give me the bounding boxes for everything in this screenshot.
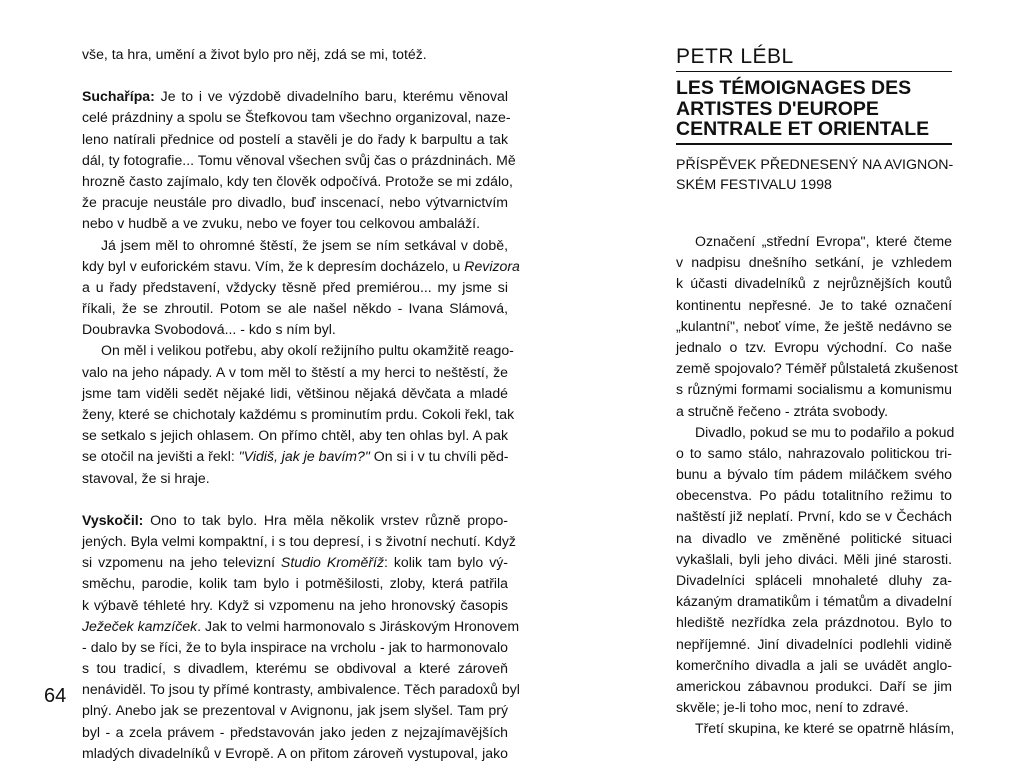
text-line: se otočil na jevišti a řekl: "Vidiš, jak je bavím?" On si i v tu chvíli pěd-: [82, 448, 509, 465]
text-line: s různými formami socialismu a komunismu: [676, 381, 952, 398]
text-line: Doubravka Svobodová... - kdo s ním byl.: [82, 321, 336, 338]
text-line: hlediště nezřídka zela prázdnotou. Bylo to: [676, 614, 952, 631]
text-line: k účasti divadelníků z nejrůznějších koutů: [676, 275, 952, 292]
left-page-body: [82, 44, 520, 764]
text-line: bunu a bývalo tím pádem miláčkem svého: [676, 466, 952, 483]
text-line: na divadlo ve změněné politické situaci: [676, 529, 952, 546]
paragraph-gap: [82, 489, 508, 510]
text-line: nebo v hudbě a ve zvuku, nebo ve foyer tou celkovou ambaláží.: [82, 215, 481, 232]
text-line: směchu, parodie, kolik tam bylo i potměšilosti, zloby, která patřila: [82, 575, 508, 592]
subtitle-line: SKÉM FESTIVALU 1998: [676, 176, 832, 193]
text-line: s tou tradicí, s divadlem, kterému se obdivoval a které zároveň: [82, 660, 508, 677]
text-line: vše, ta hra, umění a život bylo pro něj, zdá se mi, totéž.: [82, 46, 427, 62]
text-line: se setkalo s jejich ohlasem. On přímo chtěl, aby ten ohlas byl. A pak: [82, 427, 508, 444]
text-line: ženy, které se chichotaly každému s prominutím prdu. Cokoli řekl, tak: [82, 406, 515, 422]
text-line: říkali, že se zhroutil. Potom se ale našel někdo - Ivana Slámová,: [82, 300, 508, 317]
text-line: naštěstí již neplatí. První, kdo se v Čechách: [676, 508, 952, 525]
text-line: v nadpisu dnešního setkání, je vzhledem: [676, 254, 952, 271]
text-line: Suchařípa: Je to i ve výzdobě divadelního baru, kterému věnoval: [82, 88, 508, 105]
text-line: stavoval, že si hraje.: [82, 469, 210, 486]
text-line: „kulantní", neboť víme, že ještě nedávno se: [676, 317, 952, 334]
text-line: že pracuje neustále pro divadlo, buď inscenací, nebo výtvarnictvím: [82, 194, 508, 211]
text-line: dál, ty fotografie... Tomu věnoval všechen svůj čas o prázdninách. Mě: [82, 151, 516, 168]
text-line: Divadlo, pokud se mu to podařilo a pokud: [695, 423, 955, 440]
text-line: mladých divadelníků v Evropě. A on přitom zároveň vystupoval, jako: [82, 744, 508, 761]
text-line: o to samo stálo, nahrazovalo politickou tri-: [676, 444, 952, 461]
page-number: 64: [44, 685, 67, 707]
text-line: a u řady představení, vždycky těsně před premiérou... my jsme si: [82, 278, 508, 295]
text-line: americkou zábavnou produkci. Daří se jim: [676, 677, 952, 694]
text-line: Ježeček kamzíček. Jak to velmi harmonovalo s Jiráskovým Hronovem: [82, 617, 520, 634]
text-line: nenáviděl. To jsou ty přímé kontrasty, ambivalence. Těch paradoxů byl: [82, 681, 520, 698]
text-line: Divadelníci spláceli mnohaleté dluhy za-: [676, 572, 952, 588]
text-line: Třetí skupina, ke které se opatrně hlásím,: [695, 720, 955, 737]
paragraph-gap: [82, 65, 508, 86]
text-line: plný. Anebo jak se prezentoval v Avignonu, jak jsem slyšel. Tam prý: [82, 702, 508, 719]
text-line: byl - a zcela právem - představován jako jeden z nejzajímavějších: [82, 723, 508, 740]
text-line: obecenstva. Po pádu totalitního režimu to: [676, 487, 952, 504]
text-line: skvěle; je-li toho moc, není to zdravé.: [676, 699, 909, 716]
text-line: celé prázdniny a spolu se Štefkovou tam všechno organizoval, naze-: [82, 109, 511, 126]
text-line: kontinentu nepřesné. Je to také označení: [676, 296, 952, 313]
title-line: CENTRALE ET ORIENTALE: [676, 118, 930, 140]
title-line: ARTISTES D'EUROPE: [676, 97, 879, 120]
text-line: země spojovalo? Téměř půlstaletá zkušenost: [676, 360, 958, 377]
text-line: leno natírali přednice od postelí a stavěli je do řady k barpultu a tak: [82, 130, 508, 147]
right-page-body: [676, 231, 958, 740]
text-line: k výbavě téhleté hry. Když si vzpomenu na jeho hronovský časopis: [82, 596, 508, 613]
text-line: jsme tam viděli sedět nějaké lidi, většinou nějaká děvčata a mladé: [82, 384, 508, 401]
speaker-name: Vyskočil:: [82, 511, 144, 528]
article-subtitle: [676, 155, 952, 195]
text-line: hrozně často zajímalo, kdy ten člověk odpočívá. Protože se mi zdálo,: [82, 172, 513, 189]
author-name: PETR LÉBL: [676, 44, 952, 72]
text-line: kdy byl v euforickém stavu. Vím, že k depresím docházelo, u Revizora: [82, 257, 520, 274]
text-line: nepříjemné. Jiní divadelníci podlehli vidině: [676, 635, 952, 652]
text-line: On měl i velikou potřebu, aby okolí režijního pultu okamžitě reago-: [101, 342, 514, 359]
text-line: valo na jeho nápady. A v tom měl to štěstí a my herci to neštěstí, že: [82, 363, 508, 380]
text-line: a stručně řečeno - ztráta svobody.: [676, 402, 889, 419]
subtitle-line: PŘÍSPĚVEK PŘEDNESENÝ NA AVIGNON-: [676, 156, 954, 173]
text-line: jených. Byla velmi kompaktní, i s tou depresí, i s životní nechutí. Když: [82, 532, 516, 549]
text-line: - dalo by se říci, že to byla inspirace na vrcholu - jak to harmonovalo: [82, 638, 508, 655]
text-line: Označení „střední Evropa", které čteme: [695, 233, 952, 249]
text-line: Já jsem měl to ohromné štěstí, že jsem se ním setkával v době,: [101, 236, 508, 253]
text-line: jednalo o tzv. Evropu východní. Co naše: [676, 338, 952, 355]
text-line: komerčního divadla a jali se uvádět anglo-: [676, 656, 952, 673]
right-page: [676, 44, 958, 737]
text-line: kázaným dramatikům i tématům a divadelní: [676, 593, 952, 610]
text-line: si vzpomenu na jeho televizní Studio Kroměříž: kolik tam bylo vý-: [82, 554, 508, 571]
text-line: Vyskočil: Ono to tak bylo. Hra měla několik vrstev různě propo-: [82, 511, 508, 528]
text-line: vykašlali, byli jeho diváci. Měli jiné starosti.: [676, 550, 952, 567]
speaker-name: Suchařípa:: [82, 88, 155, 105]
article-title: [676, 78, 952, 145]
title-line: LES TÉMOIGNAGES DES: [676, 77, 912, 99]
